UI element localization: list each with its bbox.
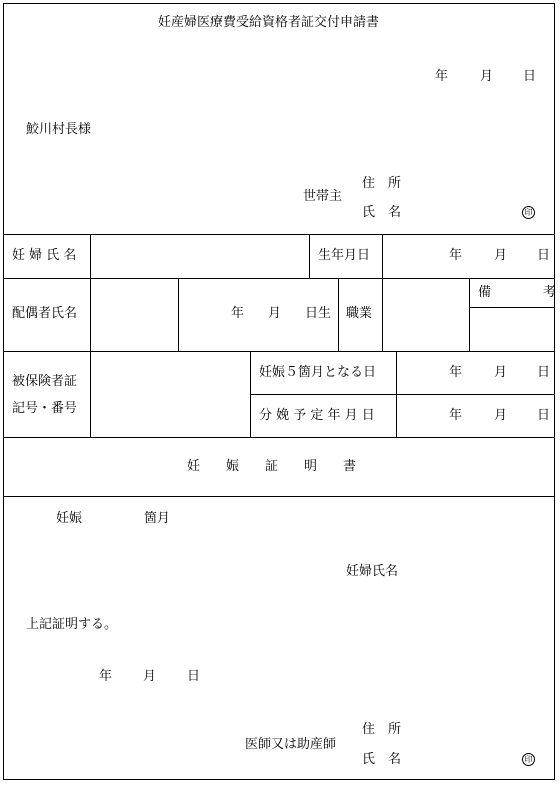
divider: [178, 278, 179, 351]
five-month-label: 妊娠５箇月となる日: [259, 365, 377, 380]
seal-icon: 印: [522, 206, 535, 219]
occupation-field[interactable]: [384, 280, 467, 349]
date-day: 日: [523, 69, 537, 84]
address-field[interactable]: [410, 172, 545, 196]
address-label: 住 所: [362, 176, 402, 191]
divider: [382, 234, 383, 278]
spouse-name-label: 配偶者氏名: [12, 306, 78, 321]
divider: [90, 351, 91, 437]
statement: 上記証明する。: [26, 617, 118, 632]
divider: [90, 278, 91, 351]
cert-month: 月: [143, 669, 157, 684]
divider: [3, 234, 555, 235]
doctor-address-label: 住 所: [362, 722, 402, 737]
due-day: 日: [537, 408, 551, 423]
name-field[interactable]: [410, 201, 515, 225]
birth-date-field[interactable]: [384, 236, 553, 276]
insured-label-line2: 記号・番号: [12, 401, 78, 416]
spouse-birth-year: 年: [231, 306, 245, 321]
householder-label: 世帯主: [303, 189, 343, 204]
due-date-label: 分 娩 予 定 年 月 日: [259, 408, 375, 423]
doctor-name-field[interactable]: [410, 748, 515, 772]
doctor-name-label: 氏 名: [362, 752, 402, 767]
divider: [309, 234, 310, 278]
divider: [469, 278, 470, 351]
cert-day: 日: [187, 669, 201, 684]
cert-year: 年: [99, 669, 113, 684]
five-month-day: 日: [537, 365, 551, 380]
doctor-label: 医師又は助産師: [245, 737, 337, 752]
addressee: 鮫川村長様: [26, 122, 92, 137]
pregnant-name-field[interactable]: [92, 236, 307, 276]
occupation-label: 職業: [346, 306, 373, 321]
pregnancy-months-field[interactable]: [86, 507, 141, 531]
pregnant-name-label: 妊 婦 氏 名: [12, 248, 77, 263]
date-year: 年: [435, 69, 449, 84]
form-title: 妊産婦医療費受給資格者証交付申請書: [158, 15, 380, 30]
birth-day: 日: [537, 248, 551, 263]
remarks-field[interactable]: [471, 309, 553, 349]
divider: [382, 278, 383, 351]
divider: [250, 394, 555, 395]
date-month: 月: [480, 69, 494, 84]
divider: [90, 234, 91, 278]
name-label: 氏 名: [362, 205, 402, 220]
months-label: 箇月: [144, 511, 171, 526]
divider: [338, 278, 339, 351]
divider: [250, 351, 251, 437]
birth-year: 年: [449, 248, 463, 263]
doctor-address-field[interactable]: [410, 718, 545, 742]
spouse-name-field[interactable]: [92, 280, 176, 349]
divider: [3, 496, 555, 497]
cert-pregnant-name-field[interactable]: [410, 560, 545, 584]
five-month-date-field[interactable]: [398, 353, 553, 392]
divider: [3, 351, 555, 352]
insured-label-line1: 被保険者証: [12, 374, 78, 389]
spouse-birth-day: 日生: [305, 306, 332, 321]
birth-month: 月: [494, 248, 508, 263]
due-year: 年: [449, 408, 463, 423]
birth-date-label: 生年月日: [318, 248, 371, 263]
divider: [3, 278, 555, 279]
remarks-label: 備 考: [478, 285, 557, 300]
pregnancy-label: 妊娠: [56, 511, 83, 526]
due-month: 月: [494, 408, 508, 423]
divider: [469, 307, 555, 308]
five-month-year: 年: [449, 365, 463, 380]
divider: [3, 437, 555, 438]
five-month-month: 月: [494, 365, 508, 380]
insured-number-field[interactable]: [92, 353, 248, 435]
due-date-field[interactable]: [398, 396, 553, 435]
doctor-seal-icon: 印: [522, 753, 535, 766]
certificate-heading: 妊 娠 証 明 書: [187, 459, 357, 474]
spouse-birth-month: 月: [268, 306, 282, 321]
divider: [396, 351, 397, 437]
cert-pregnant-name-label: 妊婦氏名: [346, 564, 399, 579]
